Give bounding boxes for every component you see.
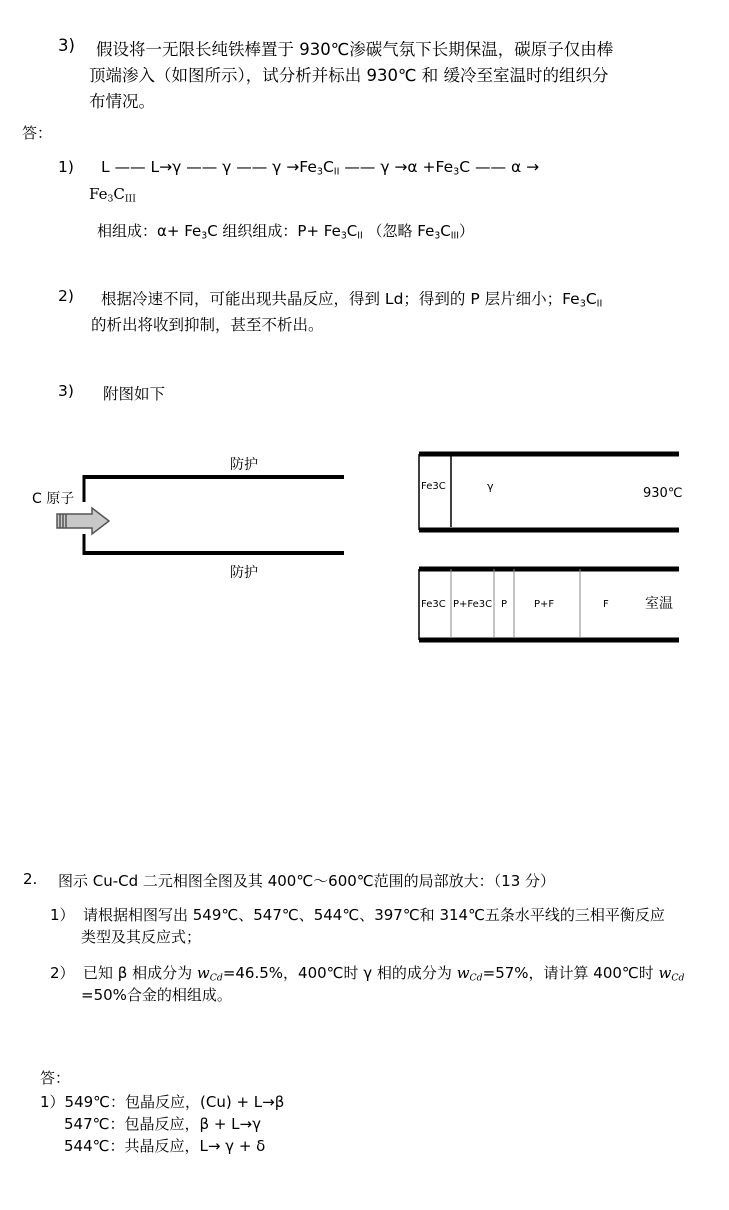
zone-room-f: F <box>603 599 609 610</box>
a1-number: 1) <box>58 158 74 176</box>
arrow-icon <box>57 508 109 534</box>
a1-phase-composition: 相组成：$\alpha+ Fe_3C$ 组织组成：$P+ Fe_3C_{II}$ （忽略 $Fe_3C_{III}$） <box>97 222 474 242</box>
rod-diagram <box>30 450 350 590</box>
carbon-source-label: C 原子 <box>32 491 75 507</box>
a2-number: 2) <box>58 287 74 305</box>
zone-room-p-fe3c: P+Fe3C <box>453 599 493 610</box>
temp-930-label: 930℃ <box>643 486 683 501</box>
diagram-930 <box>417 448 687 538</box>
a2-line-2: 的析出将收到抑制，甚至不析出。 <box>91 316 324 334</box>
q3-line-1: 假设将一无限长纯铁棒置于 930℃渗碳气氛下长期保温，碳原子仅由棒 <box>96 40 614 59</box>
protect-label-bottom: 防护 <box>230 565 258 581</box>
zone-room-p: P <box>501 599 508 610</box>
q2-title: 图示 Cu-Cd 二元相图全图及其 400℃～600℃范围的局部放大：（13 分） <box>58 872 556 890</box>
q2-answer-line-1: 1）549℃：包晶反应，(Cu) + L→β <box>40 1093 285 1111</box>
q3-number: 3) <box>58 36 75 55</box>
q2-sub2-number: 2） <box>50 964 75 982</box>
q2-number: 2. <box>23 870 38 888</box>
q2-sub2-line-2: =50%合金的相组成。 <box>81 986 232 1004</box>
a3-number: 3) <box>58 382 74 400</box>
diagram-room-temp <box>417 563 687 648</box>
protect-label-top: 防护 <box>230 457 258 473</box>
q2-answer-line-2: 547℃：包晶反应，β + L→γ <box>64 1115 261 1133</box>
zone-930-fe3c: Fe3C <box>421 481 446 492</box>
zone-room-p-f: P+F <box>534 599 555 610</box>
q2-answer-line-3: 544℃：共晶反应，L→ γ + δ <box>64 1137 266 1155</box>
a2-line-1: 根据冷速不同，可能出现共晶反应，得到 Ld；得到的 P 层片细小；$Fe_3C_{II}$ <box>101 290 603 310</box>
temp-room-label: 室温 <box>645 596 673 612</box>
zone-room-fe3c: Fe3C <box>421 599 446 610</box>
q2-sub1-line-1: 请根据相图写出 549℃、547℃、544℃、397℃和 314℃五条水平线的三相平衡反应 <box>83 906 665 924</box>
q2-sub1-number: 1） <box>50 906 75 924</box>
q2-sub1-line-2: 类型及其反应式； <box>81 928 202 946</box>
q2-answer-label: 答： <box>40 1069 71 1087</box>
a1-sequence: L —— L→γ —— γ —— $\gamma \to Fe_3C_{II}$ —— $\gamma \to\alpha +Fe_3C$ —— α → <box>101 158 540 178</box>
q3-line-2: 顶端渗入（如图所示），试分析并标出 930℃ 和 缓冷至室温时的组织分 <box>89 66 609 85</box>
q3-line-3: 布情况。 <box>89 92 155 111</box>
answer-label: 答： <box>22 124 53 142</box>
a3-text: 附图如下 <box>103 385 166 403</box>
zone-930-gamma: γ <box>487 480 494 493</box>
a1-sequence-line-2: $Fe_3C_{III}$ <box>89 185 136 205</box>
q2-sub2-line-1: 已知 β 相成分为 $w_{Cd}=46.5\%$，400℃时 γ 相的成分为 $w_{Cd}=57\%$，请计算 400℃时 $w_{Cd}$ <box>83 964 685 984</box>
